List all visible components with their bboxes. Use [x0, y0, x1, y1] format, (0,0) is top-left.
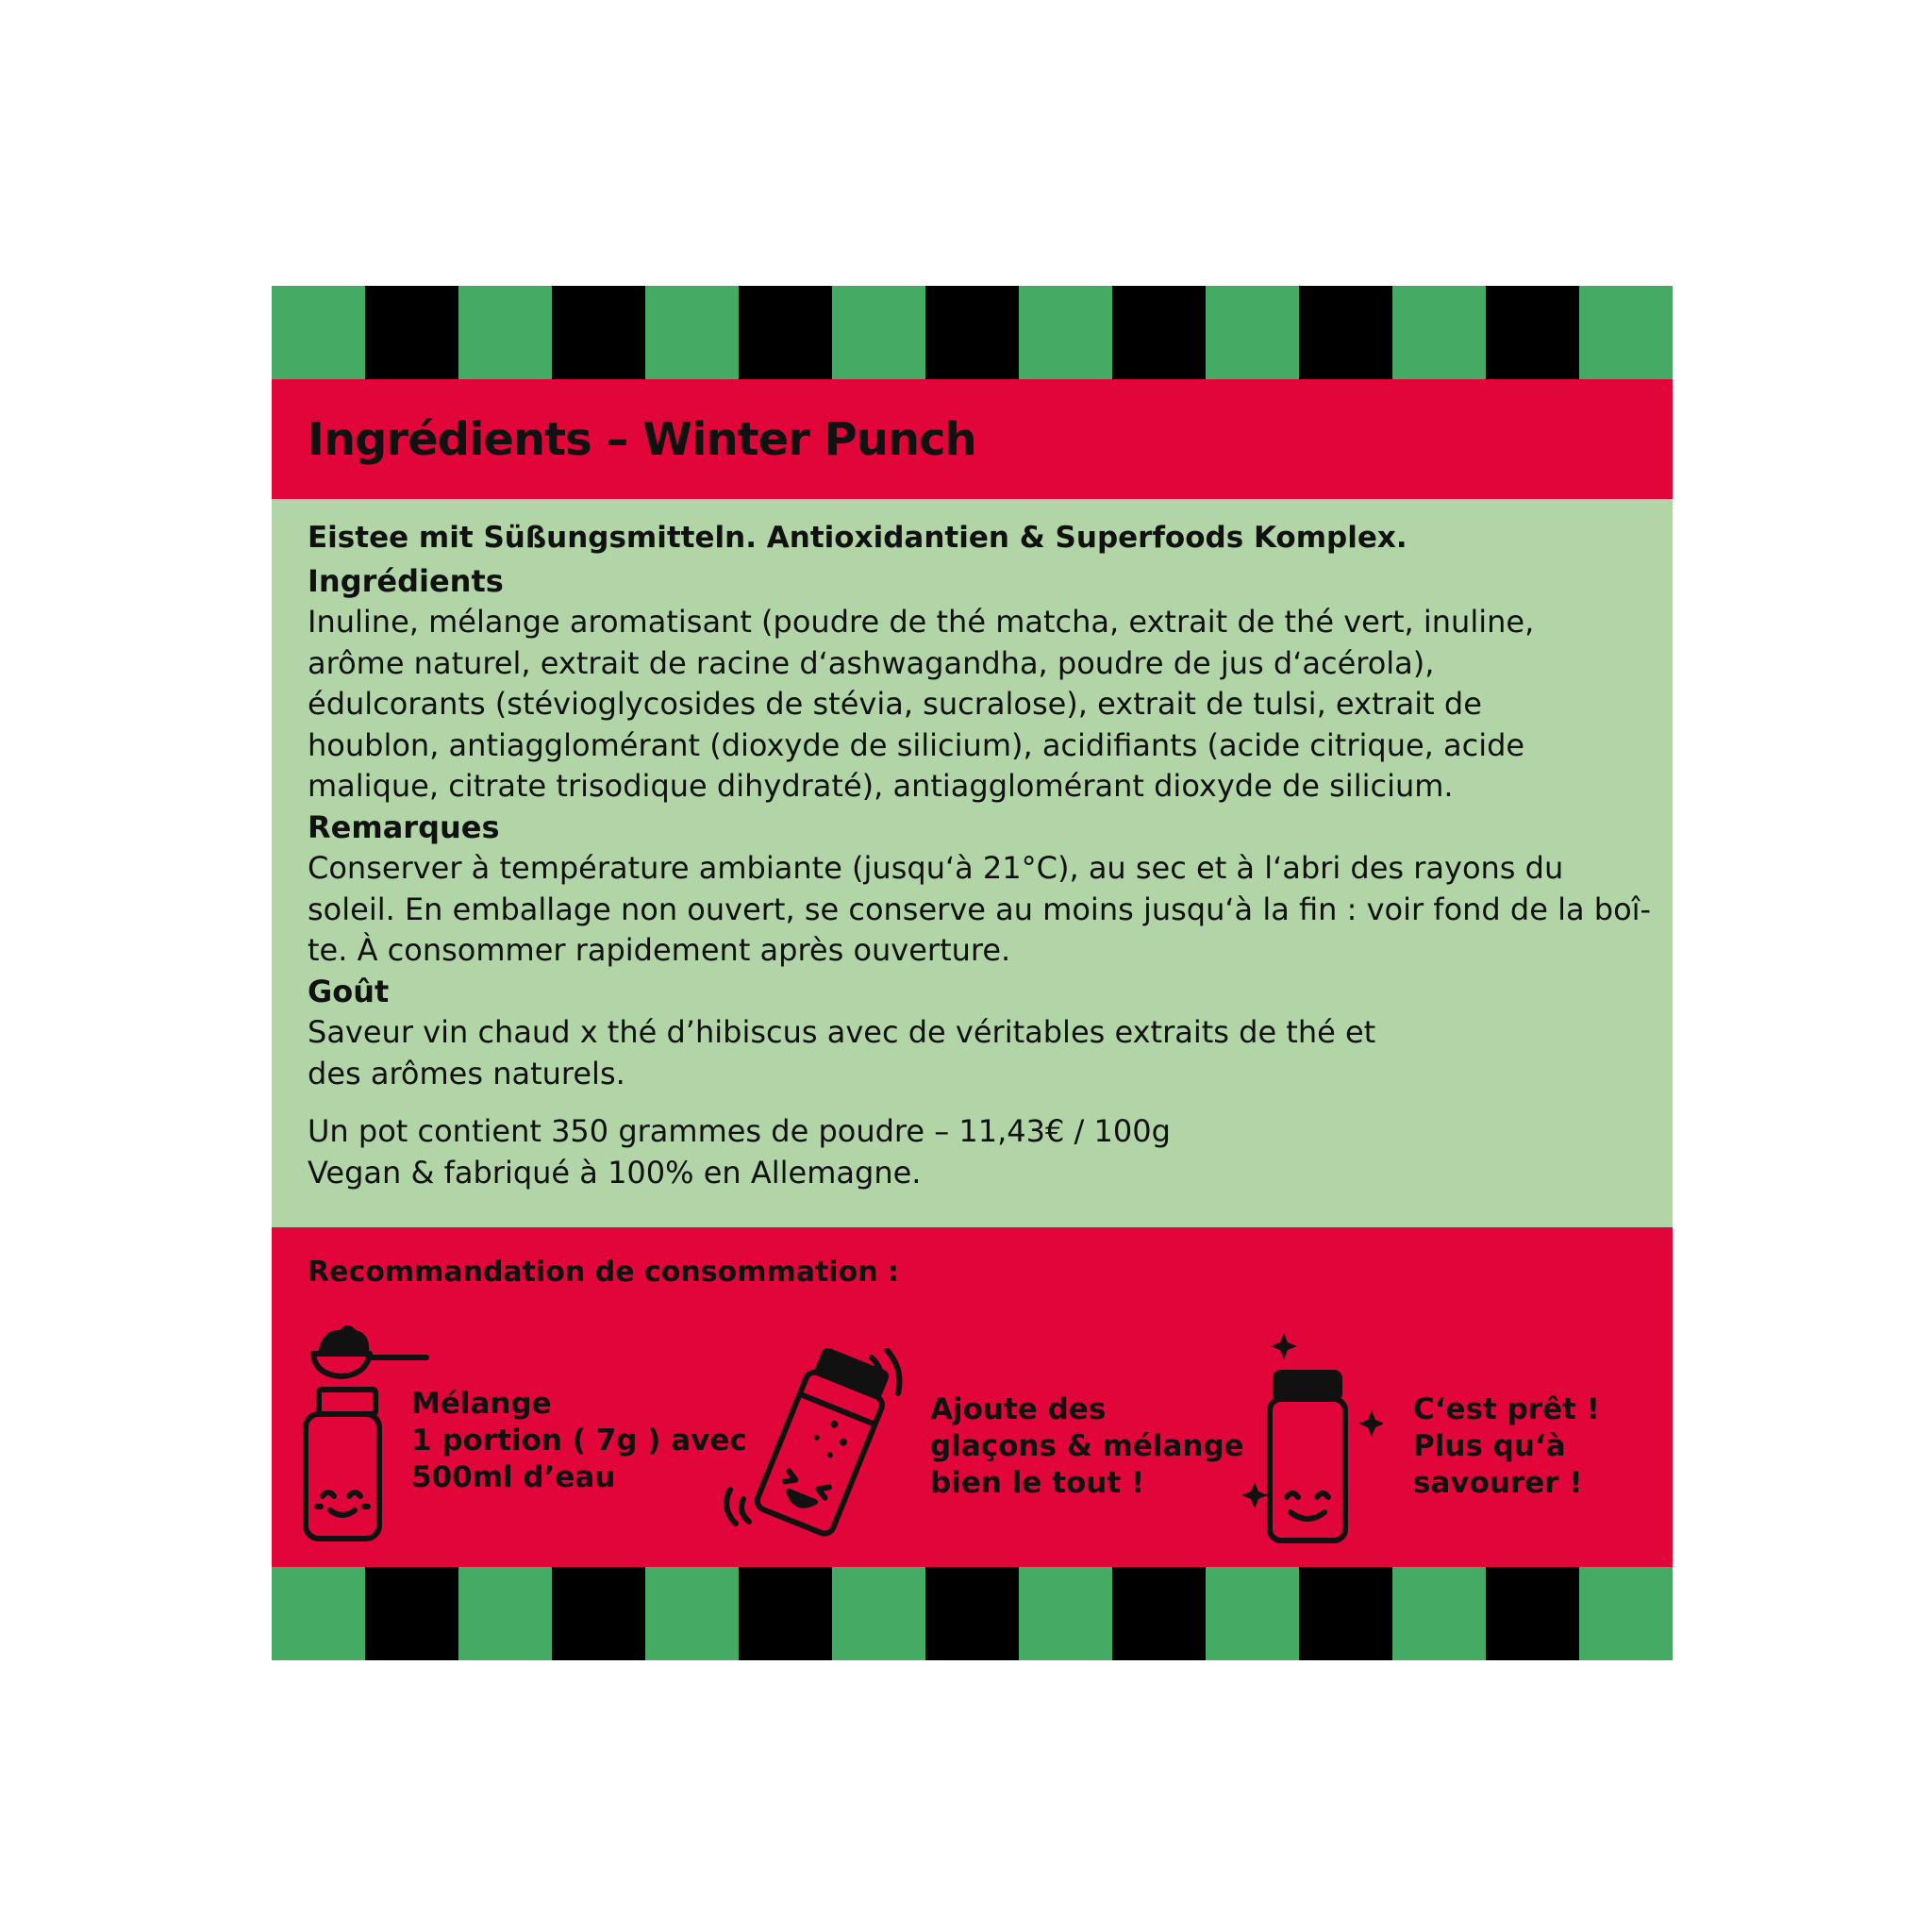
text-line: Inuline, mélange aromatisant (poudre de thé matcha, extrait de thé vert, inuline, — [308, 604, 1535, 640]
text-line: Saveur vin chaud x thé d’hibiscus avec de véritables extraits de thé et — [308, 1014, 1376, 1050]
stripe — [1019, 1567, 1112, 1660]
step-line: 1 portion ( 7g ) avec — [411, 1424, 747, 1457]
step-line: bien le tout ! — [930, 1466, 1145, 1500]
text-line: Un pot contient 350 grammes de poudre – 11,43€ / 100g — [308, 1113, 1171, 1149]
remarks-heading: Remarques — [308, 808, 500, 845]
step-2-text — [930, 1391, 1244, 1502]
text-line: arôme naturel, extrait de racine d‘ashwagandha, poudre de jus d‘acérola), — [308, 644, 1435, 681]
stripe — [645, 286, 739, 379]
stripe — [1206, 1567, 1299, 1660]
bottom-stripe-border — [272, 1567, 1673, 1660]
sparkling-bottle-icon — [1241, 1331, 1383, 1544]
stripe — [739, 286, 832, 379]
step-line: 500ml d’eau — [411, 1460, 616, 1494]
stripe — [365, 286, 458, 379]
recommendation-panel — [272, 1227, 1673, 1567]
stripe — [1579, 1567, 1673, 1660]
text-line: soleil. En emballage non ouvert, se conserve au moins jusqu‘à la fin : voir fond de la boî- — [308, 891, 1652, 927]
text-line: Conserver à température ambiante (jusqu‘à 21°C), au sec et à l‘abri des rayons du — [308, 850, 1564, 886]
step-3-text — [1413, 1391, 1600, 1502]
stripe — [1112, 286, 1206, 379]
stripe — [458, 1567, 552, 1660]
stripe — [552, 1567, 645, 1660]
stripe — [1486, 286, 1579, 379]
stripe — [925, 1567, 1019, 1660]
stripe — [1392, 1567, 1486, 1660]
stripe — [1206, 286, 1299, 379]
taste-heading: Goût — [308, 973, 390, 1009]
info-panel — [272, 499, 1673, 1227]
ingredients-heading: Ingrédients — [308, 562, 504, 599]
text-line: Vegan & fabriqué à 100% en Allemagne. — [308, 1154, 922, 1191]
text-line: malique, citrate trisodique dihydraté), antiagglomérant dioxyde de silicium. — [308, 768, 1454, 804]
stripe — [1112, 1567, 1206, 1660]
stripe — [1579, 286, 1673, 379]
step-line: C‘est prêt ! — [1413, 1392, 1600, 1426]
step-line: savourer ! — [1413, 1466, 1583, 1500]
stripe — [1299, 1567, 1392, 1660]
title-band — [272, 379, 1673, 499]
stripe — [458, 286, 552, 379]
shaking-bottle-icon — [715, 1348, 913, 1537]
stripe — [272, 1567, 365, 1660]
stripe — [552, 286, 645, 379]
page-title: Ingrédients – Winter Punch — [308, 413, 976, 466]
stripe — [1299, 286, 1392, 379]
text-line: te. À consommer rapidement après ouverture. — [308, 932, 1011, 968]
stripe — [1486, 1567, 1579, 1660]
stripe — [1019, 286, 1112, 379]
ingredients-text — [308, 602, 1657, 808]
text-line: édulcorants (stévioglycosides de stévia, sucralose), extrait de tulsi, extrait de — [308, 686, 1482, 722]
stripe — [832, 1567, 925, 1660]
stripe — [832, 286, 925, 379]
top-stripe-border — [272, 286, 1673, 379]
stripe — [739, 1567, 832, 1660]
recommendation-title: Recommandation de consommation : — [308, 1256, 899, 1289]
stripe — [1392, 286, 1486, 379]
step-line: Ajoute des — [930, 1392, 1107, 1426]
product-label-card — [272, 286, 1673, 1660]
info-content — [308, 518, 1657, 1193]
content-text — [308, 1111, 1657, 1193]
text-line: des arômes naturels. — [308, 1055, 625, 1091]
taste-text — [308, 1012, 1657, 1094]
remarks-text — [308, 848, 1657, 972]
text-line: houblon, antiagglomérant (dioxyde de silicium), acidifiants (acide citrique, acide — [308, 726, 1525, 763]
step-line: Mélange — [411, 1387, 552, 1421]
product-subtitle: Eistee mit Süßungsmitteln. Antioxidantien & Superfoods Komplex. — [308, 521, 1407, 555]
stripe — [925, 286, 1019, 379]
step-1-text — [411, 1386, 747, 1496]
stripe — [272, 286, 365, 379]
step-line: glaçons & mélange — [930, 1429, 1244, 1463]
stripe — [645, 1567, 739, 1660]
step-line: Plus qu‘à — [1413, 1429, 1566, 1463]
stripe — [365, 1567, 458, 1660]
